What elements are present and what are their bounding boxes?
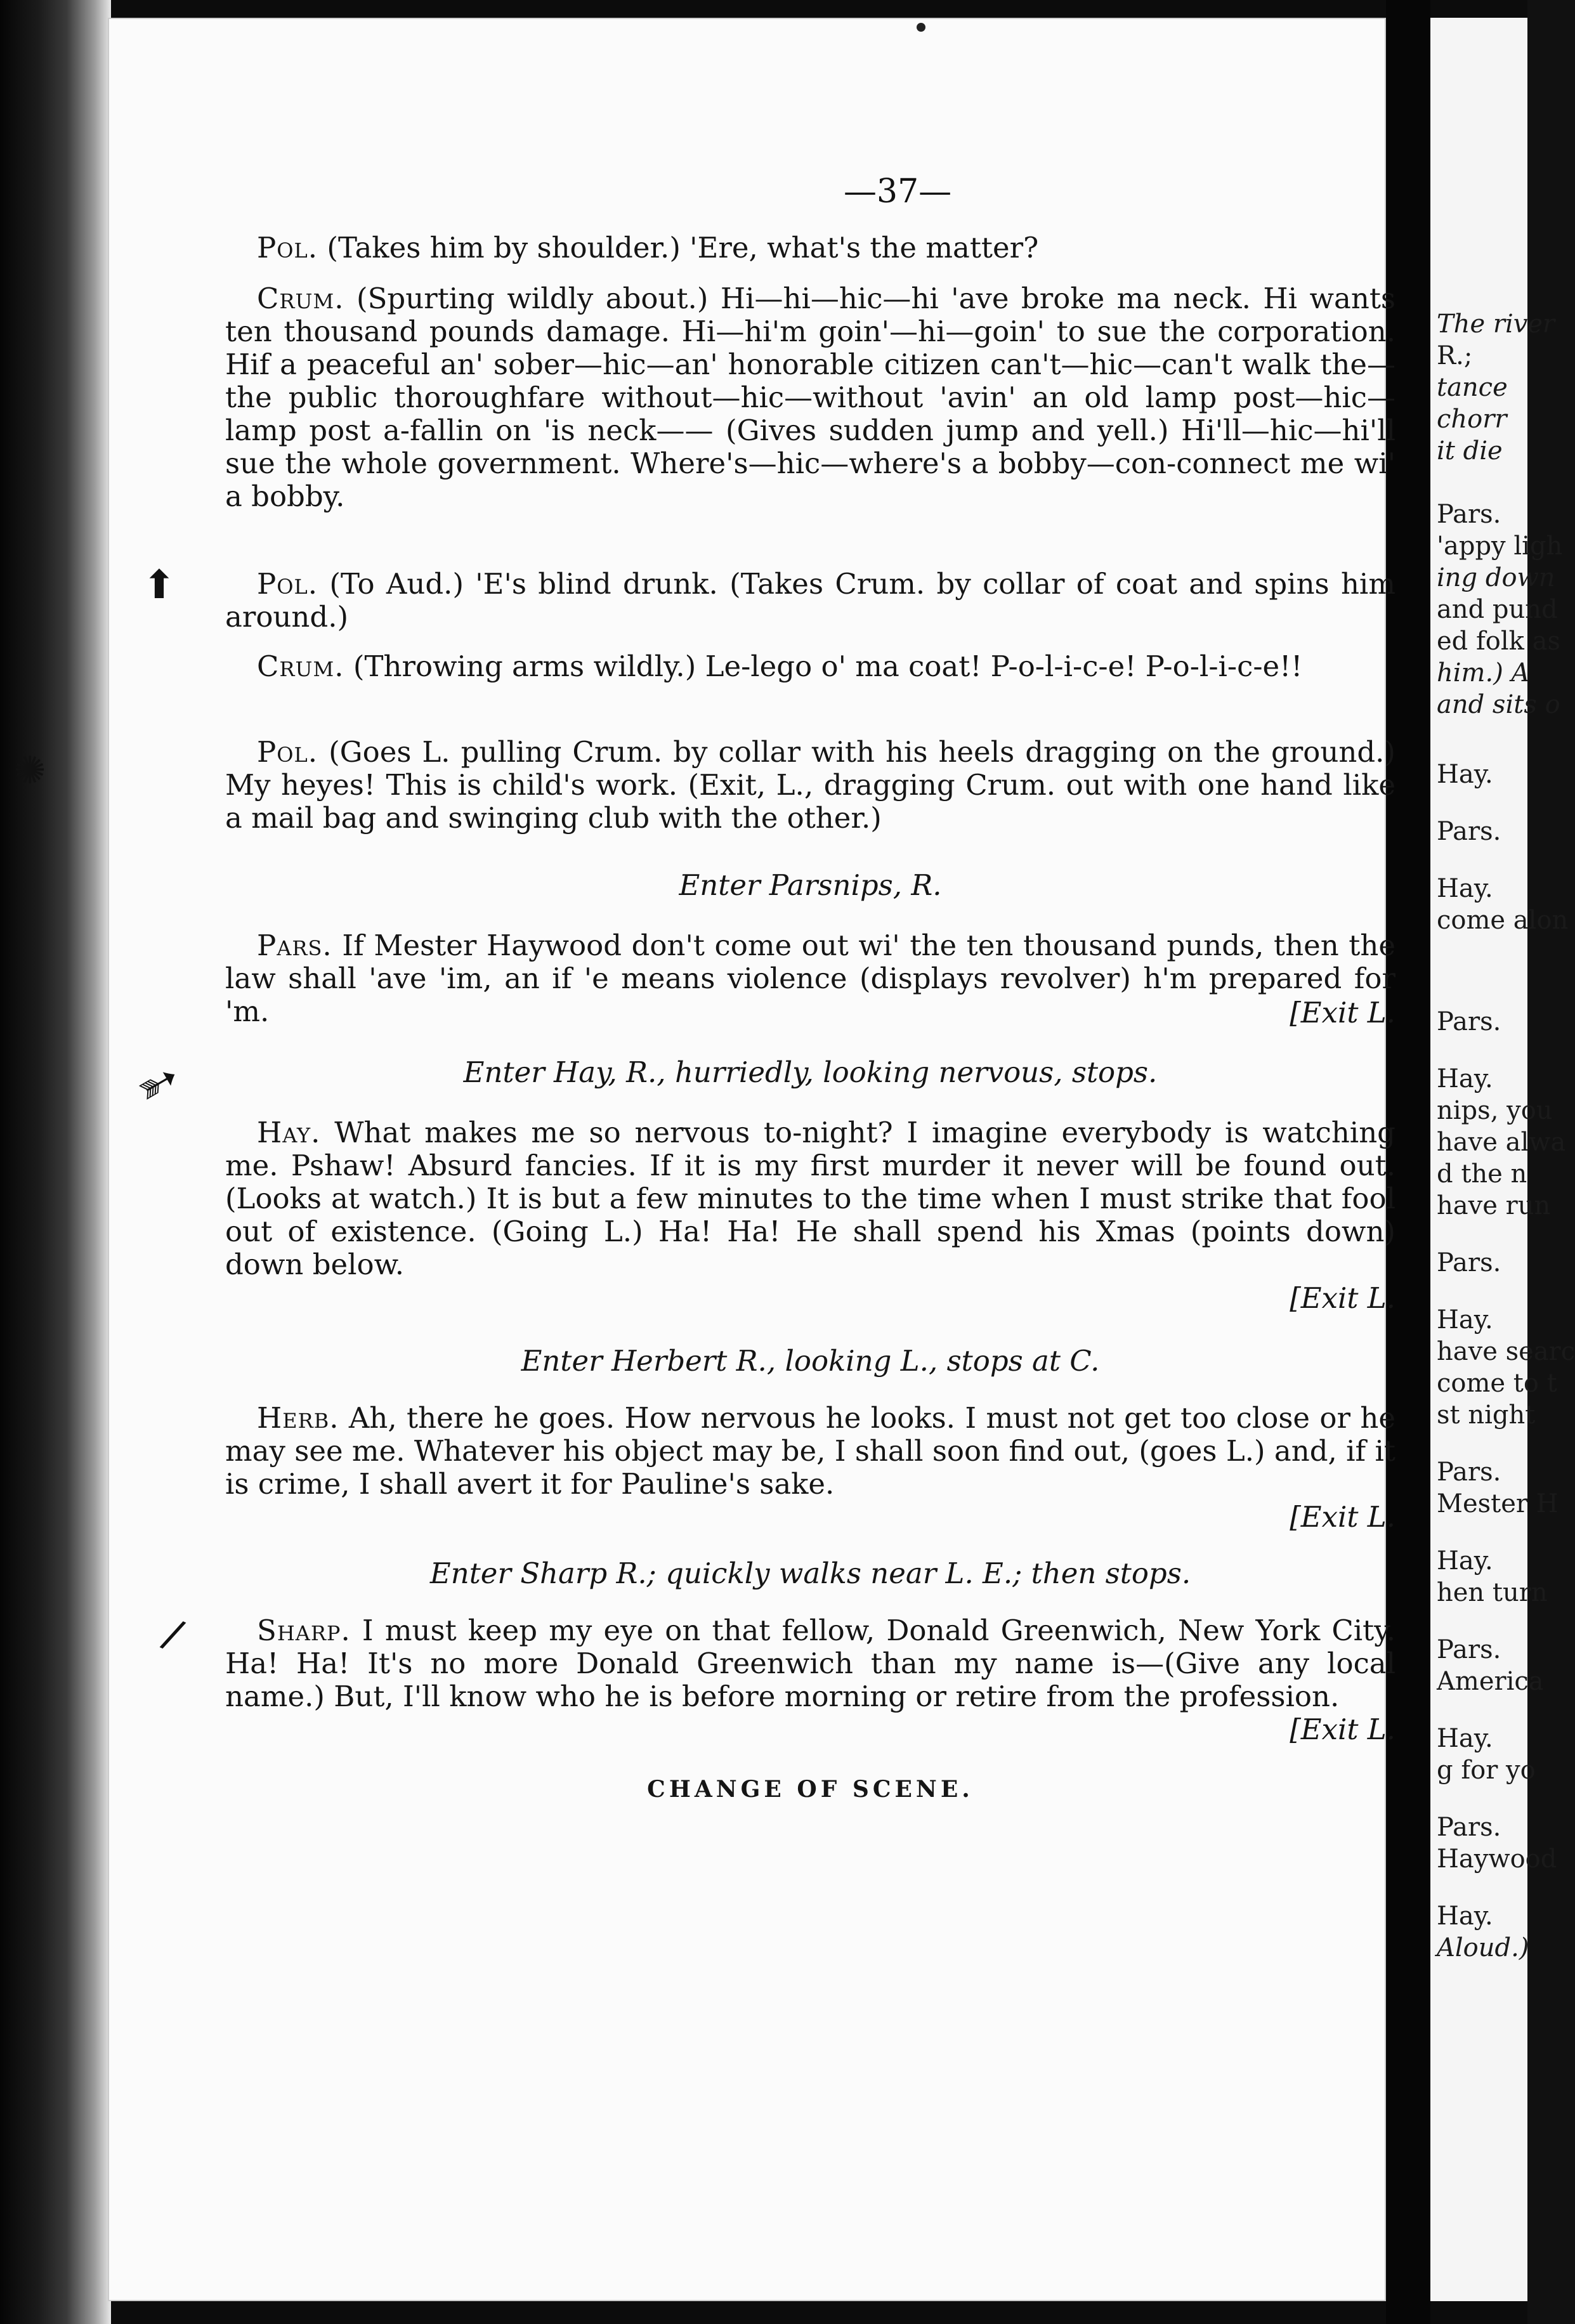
dialogue-line bbox=[225, 232, 1395, 264]
fragment-line: him.) A bbox=[1437, 658, 1530, 688]
dialogue-line bbox=[225, 1614, 1395, 1713]
fragment-line: America bbox=[1437, 1667, 1544, 1696]
fragment-line: R.; bbox=[1437, 341, 1473, 370]
fragment-line: Hay. bbox=[1437, 1064, 1493, 1093]
exit-direction: [Exit L. bbox=[1290, 1500, 1395, 1534]
fragment-line: Pars. bbox=[1437, 1007, 1501, 1036]
fragment-line: Hay. bbox=[1437, 760, 1493, 789]
dialogue-line bbox=[225, 282, 1395, 513]
speaker-name: Hay. bbox=[257, 1116, 321, 1149]
fragment-line: tance bbox=[1437, 373, 1508, 402]
stage-direction: Enter Sharp R.; quickly walks near L. E.; then stops. bbox=[429, 1557, 1191, 1590]
dialogue-text: (Goes L. pulling Crum. by collar with his heels dragging on the ground.) My heyes! This is child's work. (Exit, L., dragging Crum. out with one hand like a mail bag and swinging club with the other.) bbox=[225, 735, 1395, 835]
exit-direction: [Exit L. bbox=[1290, 1281, 1395, 1315]
fragment-line: Hay. bbox=[1437, 1902, 1493, 1931]
fragment-line: Hay. bbox=[1437, 1305, 1493, 1335]
fragment-line: Haywood bbox=[1437, 1844, 1557, 1874]
speaker-name: Crum. bbox=[257, 650, 344, 683]
fragment-line: Pars. bbox=[1437, 817, 1501, 846]
dialogue-text: What makes me so nervous to-night? I imagine everybody is watching me. Pshaw! Absurd fancies. If it is my first murder it never will be found out. (Looks at watch.) It is but a few minutes to the time when I must strike that fool out of existence. (Going L.) Ha! Ha! He shall spend his Xmas (points down) down below. bbox=[225, 1116, 1395, 1281]
fragment-line: Mester H bbox=[1437, 1489, 1559, 1518]
fragment-line: and pund bbox=[1437, 595, 1558, 624]
margin-blot-icon: ✺ bbox=[14, 748, 46, 793]
fragment-line: Hay. bbox=[1437, 874, 1493, 903]
fragment-line: chorr bbox=[1437, 405, 1507, 434]
adjacent-page-fragment bbox=[1430, 18, 1575, 2301]
dialogue-line bbox=[225, 1402, 1395, 1501]
fragment-line: Pars. bbox=[1437, 1813, 1501, 1842]
fragment-line: Pars. bbox=[1437, 500, 1501, 529]
exit-direction: [Exit L. bbox=[1290, 1713, 1395, 1746]
dialogue-line bbox=[225, 736, 1395, 835]
stage-direction: Enter Herbert R., looking L., stops at C. bbox=[521, 1344, 1100, 1378]
page-number: —37— bbox=[844, 173, 952, 211]
fragment-line: Hay. bbox=[1437, 1546, 1493, 1576]
dialogue-text: Ah, there he goes. How nervous he looks. I must not get too close or he may see me. Whatever his object may be, I shall soon find out, (goes L.) and, if it is crime, I shall avert it for Pauline's sake. bbox=[225, 1401, 1395, 1501]
margin-mark-arrow-icon: ⬆ bbox=[143, 561, 176, 608]
fragment-line: and sits o bbox=[1437, 690, 1560, 719]
fragment-line: ed folk as bbox=[1437, 627, 1560, 656]
dialogue-line bbox=[225, 650, 1395, 683]
stage-direction: Enter Parsnips, R. bbox=[679, 868, 942, 902]
dialogue-text: If Mester Haywood don't come out wi' the ten thousand punds, then the law shall 'ave 'im, an if 'e means violence (displays revolver) h'm prepared for 'm. bbox=[225, 929, 1395, 1028]
fragment-line: g for yo bbox=[1437, 1756, 1536, 1785]
fragment-line: d the n bbox=[1437, 1159, 1527, 1189]
fragment-line: come alon bbox=[1437, 906, 1569, 935]
speaker-name: Pol. bbox=[257, 735, 318, 769]
fragment-line: have searc bbox=[1437, 1337, 1575, 1366]
fragment-line: have alwa bbox=[1437, 1128, 1566, 1157]
fragment-line: it die bbox=[1437, 436, 1503, 466]
fragment-line: Pars. bbox=[1437, 1248, 1501, 1277]
fragment-line: st night bbox=[1437, 1400, 1536, 1430]
fragment-line: 'appy ligh bbox=[1437, 532, 1563, 561]
margin-hand-mark-icon: ➳ bbox=[124, 1046, 191, 1119]
dialogue-text: (Takes him by shoulder.) 'Ere, what's the matter? bbox=[327, 231, 1039, 264]
speaker-name: Herb. bbox=[257, 1401, 339, 1435]
speaker-name: Sharp. bbox=[257, 1614, 351, 1647]
scene-change: CHANGE OF SCENE. bbox=[647, 1776, 974, 1803]
fragment-line: nips, you bbox=[1437, 1096, 1553, 1125]
fragment-line: Pars. bbox=[1437, 1635, 1501, 1664]
dialogue-text: (To Aud.) 'E's blind drunk. (Takes Crum. by collar of coat and spins him around.) bbox=[225, 567, 1395, 634]
margin-tick-icon: / bbox=[157, 1610, 190, 1659]
dialogue-text: I must keep my eye on that fellow, Donald Greenwich, New York City. Ha! Ha! It's no more Donald Greenwich than my name is—(Give any local name.) But, I'll know who he is before morning or retire from the profession. bbox=[225, 1614, 1395, 1713]
speaker-name: Pars. bbox=[257, 929, 332, 962]
dialogue-line bbox=[225, 1116, 1395, 1281]
fragment-line: Pars. bbox=[1437, 1458, 1501, 1487]
dialogue-text: (Throwing arms wildly.) Le-lego o' ma coat! P-o-l-i-c-e! P-o-l-i-c-e!! bbox=[353, 650, 1303, 683]
fragment-line: come to t bbox=[1437, 1369, 1557, 1398]
speaker-name: Pol. bbox=[257, 231, 318, 264]
speaker-name: Crum. bbox=[257, 282, 344, 315]
speaker-name: Pol. bbox=[257, 567, 318, 601]
printer-mark bbox=[917, 23, 925, 32]
dialogue-line bbox=[225, 929, 1395, 1028]
book-binding-edge bbox=[0, 0, 111, 2324]
fragment-line: hen turn bbox=[1437, 1578, 1548, 1607]
stage-direction: Enter Hay, R., hurriedly, looking nervous, stops. bbox=[463, 1055, 1158, 1089]
fragment-line: Aloud.) bbox=[1437, 1933, 1529, 1962]
dialogue-line bbox=[225, 568, 1395, 634]
dialogue-text: (Spurting wildly about.) Hi—hi—hic—hi 'ave broke ma neck. Hi wants ten thousand pounds damage. Hi—hi'm goin'—hi—goin' to sue the corporation. Hif a peaceful an' sober—hic—an' honorable citizen can't—hic—can't walk the—the public thoroughfare without—hic—without 'avin' an old lamp post—hic—lamp post a-fallin on 'is neck—— (Gives sudden jump and yell.) Hi'll—hic—hi'll sue the whole government. Where's—hic—where's a bobby—con-connect me wi' a bobby. bbox=[225, 282, 1395, 513]
fragment-line: have run bbox=[1437, 1191, 1551, 1220]
fragment-line: The river bbox=[1437, 310, 1555, 339]
exit-direction: [Exit L. bbox=[1290, 996, 1395, 1029]
fragment-line: ing down bbox=[1437, 563, 1555, 592]
fragment-line: Hay. bbox=[1437, 1724, 1493, 1753]
